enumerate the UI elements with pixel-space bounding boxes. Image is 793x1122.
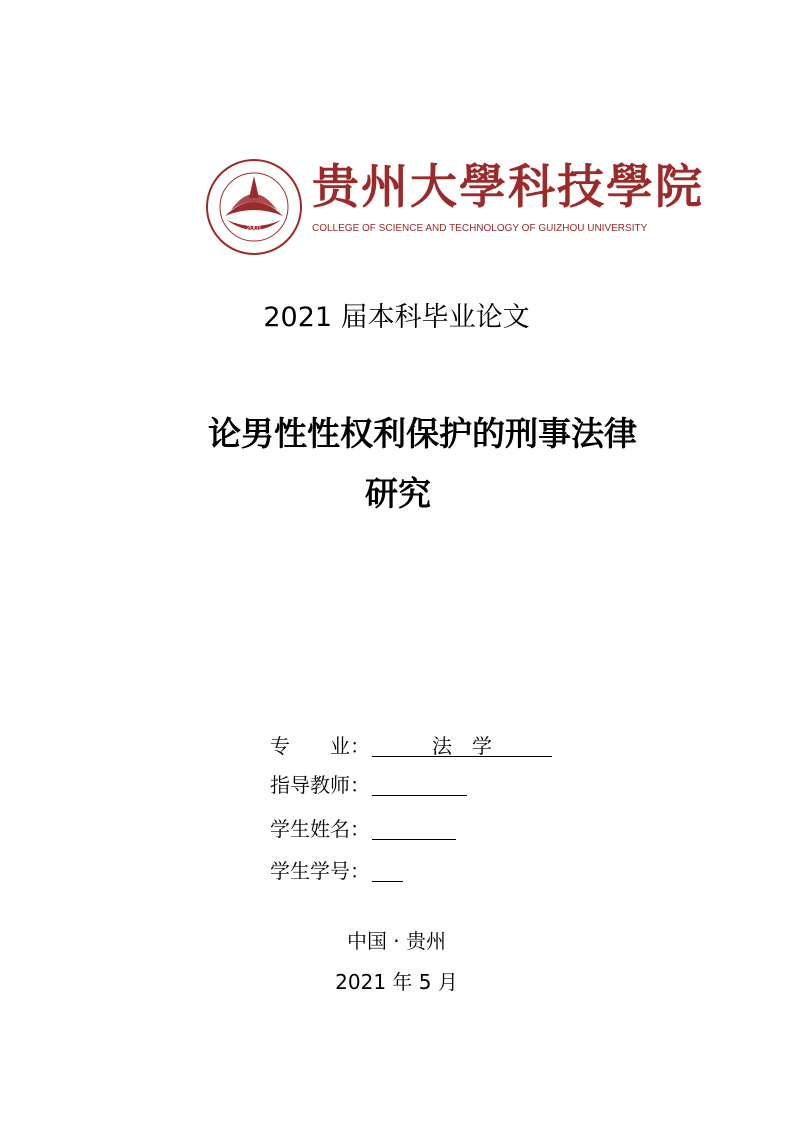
- major-label: 专 业：: [270, 734, 370, 758]
- place: 中国 · 贵州: [346, 929, 447, 953]
- university-name-calligraphy: 贵州大學科技學院: [312, 160, 704, 215]
- university-seal-logo: [205, 158, 303, 256]
- thesis-title-line-2: 研究: [365, 474, 431, 513]
- seal-year: 2001: [246, 225, 262, 232]
- student-id-field: [270, 857, 403, 885]
- major-value: 法 学: [372, 732, 552, 757]
- student-name-field: [270, 815, 456, 843]
- major-field: [270, 732, 552, 760]
- advisor-value: [372, 771, 467, 796]
- university-name-english: COLLEGE OF SCIENCE AND TECHNOLOGY OF GUIZHOU UNIVERSITY: [312, 223, 648, 234]
- date: 2021 年 5 月: [335, 970, 458, 994]
- student-name-label: 学生姓名：: [270, 817, 370, 841]
- advisor-field: [270, 771, 467, 799]
- student-name-value: [372, 815, 456, 840]
- document-type-heading: 2021 届本科毕业论文: [263, 302, 530, 333]
- thesis-title-line-1: 论男性性权利保护的刑事法律: [208, 414, 637, 453]
- advisor-label: 指导教师：: [270, 773, 370, 797]
- student-id-value: [372, 857, 403, 882]
- student-id-label: 学生学号：: [270, 859, 370, 883]
